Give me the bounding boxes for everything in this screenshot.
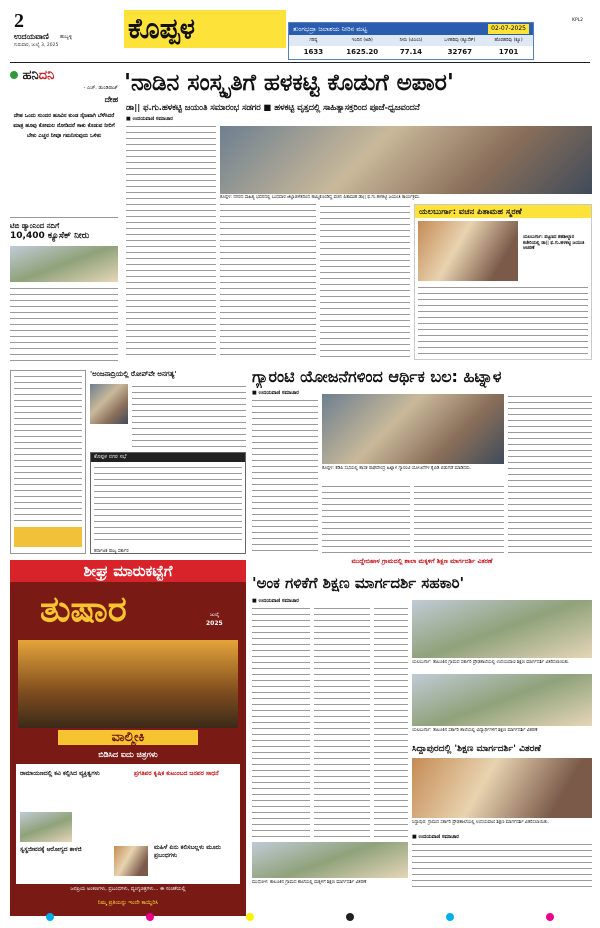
dam-header-4: ಹೊರಹರಿವು (ಕ್ಯೂ) <box>494 38 523 43</box>
page-code: KPL2 <box>572 18 584 23</box>
small-ad <box>14 527 82 547</box>
masthead-rule <box>10 62 590 63</box>
yalburga-body <box>418 285 588 355</box>
brand-b: ದನಿ <box>38 68 55 83</box>
notice-panel <box>10 370 86 554</box>
tushara-ad <box>10 560 246 916</box>
cover-illustration <box>18 640 238 728</box>
siddapur-photo <box>412 758 592 818</box>
school-photo-3 <box>252 842 408 878</box>
school-photo-2 <box>412 674 592 726</box>
ad-item-2: ಸ್ವಸ್ಥಜೀವನಕ್ಕೆ ಆರೋಗ್ಯದ ಕಾಳಜಿ <box>20 846 82 853</box>
guarantee-caption: ಕೊಪ್ಪಳ: ಕೆಡಿಪಿ ಸಭೆಯಲ್ಲಿ ಶಾಸಕ ರಾಘವೇಂದ್ರ ಹಿಟ್ನಾಳ ಗ್ಯಾರಂಟಿ ಯೋಜನೆಗಳ ಕೈಪಿಡಿ ಬಿಡುಗಡೆ ಮಾಡಿದರು. <box>322 466 472 471</box>
notice-story-title: 'ಅಂಜನಾದ್ರಿಯಲ್ಲಿ ರೋಪ್‌ವೇ ಅನಗತ್ಯ' <box>90 370 177 378</box>
lead-photo-caption: ಕೊಪ್ಪಳ: ನಗರದ ಸಾಹಿತ್ಯ ಭವನದಲ್ಲಿ ಬುಧವಾರ ಜಿಲ್ಲಾಡಳಿತದಿಂದ ಹಮ್ಮಿಕೊಂಡಿದ್ದ ವಚನ ಪಿತಾಮಹ ಡಾ|| ಫ.ಗು.ಹಳಕಟ್ಟಿ ಜಯಂತಿ ಕಾರ್ಯಕ್ರಮ. <box>220 195 421 200</box>
guarantee-body-col1 <box>252 398 318 554</box>
dam-value-4: 1701 <box>498 48 519 56</box>
school-body-col1 <box>252 606 310 856</box>
leaf-icon <box>10 71 18 79</box>
yalburga-side-caption: ಯಲಬುರ್ಗಾ: ಪಟ್ಟಣದ ತಹಶೀಲ್ದಾರ ಕಚೇರಿಯಲ್ಲಿ ಡಾ|| ಫ.ಗು.ಹಳಕಟ್ಟಿ ಜಯಂತಿ ಆಚರಣೆ <box>523 235 585 252</box>
edition-tag: ಹುಬ್ಬಳ್ಳಿ <box>60 34 73 40</box>
registration-dot-icon <box>346 913 354 921</box>
siddapur-body <box>412 842 592 892</box>
dam-headline-a: ಟಿಬಿ ಡ್ಯಾಂನಿಂದ ನದಿಗೆ <box>10 222 60 230</box>
dam-values <box>289 46 533 59</box>
dateline: ಗುರುವಾರ, ಜುಲೈ 3, 2025 <box>14 43 59 48</box>
school-caption-1: ಯಲಬುರ್ಗಾ: ತಾಲೂಕಿನ ಗ್ರಾಮದ ಸರ್ಕಾರಿ ಪ್ರೌಢಶಾಲೆಯಲ್ಲಿ ಉದಯವಾಣಿ ಶಿಕ್ಷಣ ಮಾರ್ಗದರ್ಶಿ ವಿತರಿಸಲಾಯಿತು. <box>412 660 570 665</box>
ad-thumb-2 <box>114 846 148 876</box>
hani-dani-box <box>10 68 118 218</box>
section-title: ಕೊಪ್ಪಳ <box>124 10 286 48</box>
print-registration-bar <box>0 912 600 922</box>
lead-byline: ■ ಉದಯವಾಣಿ ಸಮಾಚಾರ <box>126 116 173 122</box>
yalburga-headline: ಯಲಬುರ್ಗಾ: ವಚನ ಪಿತಾಮಹ ಸ್ಮರಣೆ <box>415 205 591 218</box>
dam-header-2: ನೀರು (ಟಿಎಂಸಿ) <box>399 38 423 43</box>
siddapur-caption: ಸಿದ್ದಾಪುರ: ಗ್ರಾಮದ ಸರ್ಕಾರಿ ಪ್ರೌಢಶಾಲೆಯಲ್ಲಿ ಉದಯವಾಣಿ ಶಿಕ್ಷಣ ಮಾರ್ಗದರ್ಶಿ ವಿತರಿಸಲಾಯಿತು. <box>412 820 550 825</box>
notice-story-body <box>132 384 246 448</box>
dam-value-2: 77.14 <box>399 48 423 56</box>
tender-ad-body <box>94 465 242 545</box>
column-title: ದೇಹ <box>104 95 118 104</box>
siddapur-headline: ಸಿದ್ದಾಪುರದಲ್ಲಿ 'ಶಿಕ್ಷಣ ಮಾರ್ಗದರ್ಶಿ' ವಿತರಣೆ <box>412 744 541 754</box>
lead-body-col1 <box>126 124 216 360</box>
school-body-col3 <box>374 606 408 838</box>
ad-item-3: ಮಹಿಳೆ ಏನು ಕಲಿಸಬಲ್ಲಳು ಮೂರು ಪ್ರಬಂಧಗಳು <box>154 844 221 859</box>
notice-portrait <box>90 384 128 424</box>
ad-items-panel <box>16 764 240 884</box>
dam-photo <box>10 246 118 282</box>
ad-banner-text: ಶೀಘ್ರ ಮಾರುಕಟ್ಟೆಗೆ <box>10 560 246 582</box>
siddapur-byline: ■ ಉದಯವಾಣಿ ಸಮಾಚಾರ <box>412 834 459 840</box>
school-headline: 'ಅಂಕ ಗಳಿಕೆಗೆ ಶಿಕ್ಷಣ ಮಾರ್ಗದರ್ಶಿ ಸಹಕಾರಿ' <box>252 574 465 592</box>
school-kicker: ಮುದ್ದೇಬಿಹಾಳ ಗ್ರಾಮದಲ್ಲಿ ಶಾಲಾ ಮಕ್ಕಳಿಗೆ ಶಿಕ್ಷಣ ಮಾರ್ಗದರ್ಶಿ ವಿತರಣೆ <box>351 558 493 565</box>
school-byline: ■ ಉದಯವಾಣಿ ಸಮಾಚಾರ <box>252 598 299 604</box>
magazine-title: ತುಷಾರ <box>40 588 127 630</box>
dam-value-0: 1633 <box>303 48 324 56</box>
feature-title: ವಾಲ್ಮೀಕಿ <box>58 730 198 745</box>
ad-item-1: ಪ್ರಗತಿಪರ ಕೃಷಿಕ ಕುಟುಂಬದ ಜನಪರ ಸಾಧನೆ <box>134 770 219 777</box>
dam-header-1: ಇಂದಿನ (ಅಡಿ) <box>351 38 373 43</box>
dam-title: ತುಂಗಭದ್ರಾ ಜಲಾಶಯ ನೀರಿನ ಮಟ್ಟ <box>293 25 368 33</box>
registration-dot-icon <box>146 913 154 921</box>
school-body-col2 <box>314 606 370 838</box>
guarantee-body-col3 <box>414 484 504 554</box>
tender-ad <box>90 452 246 554</box>
column-poem: ದೇಹ ಒಂದು ಸುಂದರ ಹೂವಿನ ಕುಂಡ ನೈಜವಾಗಿ ಬೆಳೆಸಿದರೆ ಮಾತ್ರ ಹೂವು ಕೋಮಲ ನೋಡಿದರೆ ಸಾಕು ಕೊಡುವ ನೀರಿಗೆ ಬೇಕು ಎಚ್ಚರ ನೀವೂ ಗಮನಿಸುವುದು ಒಳಿತು <box>13 113 115 139</box>
dam-value-1: 1625.20 <box>346 48 379 56</box>
column-author: - ಎಚ್. ಡುಂಡಿರಾಜ್ <box>83 85 118 91</box>
guarantee-body-col2 <box>322 484 410 554</box>
dam-header-0: ಗರಿಷ್ಠ <box>309 38 318 43</box>
registration-dot-icon <box>546 913 554 921</box>
lead-subhead: ಡಾ|| ಫ.ಗು.ಹಳಕಟ್ಟಿ ಜಯಂತಿ ಸಮಾರಂಭ ಸಡಗರ ■ ಹಳಕಟ್ಟಿ ವೃತ್ತದಲ್ಲಿ ಸಾಹಿತ್ಯಾಸಕ್ತರಿಂದ ಪೂಜೆ-ಧ್ವಜವಂದನೆ <box>126 102 420 112</box>
issue-month: ಜುಲೈ <box>210 612 220 618</box>
lead-photo <box>220 126 592 194</box>
notice-list <box>14 374 82 524</box>
feature-sub: ಬಿಡಿಸಿದ ಐದು ಚಿತ್ರಗಳು <box>98 750 158 759</box>
guarantee-headline: ಗ್ಯಾರಂಟಿ ಯೋಜನೆಗಳಿಂದ ಆರ್ಥಿಕ ಬಲ: ಹಿಟ್ನಾಳ <box>252 367 502 386</box>
dam-story-body <box>10 286 118 366</box>
dam-value-3: 32767 <box>447 48 472 56</box>
registration-dot-icon <box>446 913 454 921</box>
tender-ad-footer: ಕರ್ನಾಟಕ ರಾಜ್ಯ ಸರ್ಕಾರ <box>94 549 129 554</box>
school-caption-3: ಮುಧೋಳ: ತಾಲೂಕಿನ ಗ್ರಾಮದ ಶಾಲೆಯಲ್ಲಿ ಮಕ್ಕಳಿಗೆ ಶಿಕ್ಷಣ ಮಾರ್ಗದರ್ಶಿ ವಿತರಣೆ <box>252 880 367 885</box>
dam-level-box <box>288 22 534 60</box>
paper-name: ಉದಯವಾಣಿ <box>14 32 49 41</box>
guarantee-photo <box>322 394 504 464</box>
ad-item-0: ರಾಮಾಯಣದಲ್ಲಿ ಕವಿ ಕಲ್ಪಿಸಿದ ವ್ಯಕ್ತಿತ್ವಗಳು <box>20 770 100 777</box>
brand-a: ಹನಿ <box>22 68 39 83</box>
ad-footer: ಜನಪ್ರಿಯ ಅಂಕಣಗಳು, ಪ್ರಬಂಧಗಳು, ವ್ಯಂಗ್ಯಚಿತ್ರಗಳು... ಈ ಸಂಚಿಕೆಯಲ್ಲಿ <box>70 886 186 892</box>
issue-year: 2025 <box>206 620 223 627</box>
guarantee-byline: ■ ಉದಯವಾಣಿ ಸಮಾಚಾರ <box>252 390 299 396</box>
school-photo-1 <box>412 600 592 658</box>
dam-headers <box>289 35 533 46</box>
yalburga-box <box>414 204 592 360</box>
dam-date: 02-07-2025 <box>488 24 529 34</box>
dam-header-3: ಒಳಹರಿವು (ಕ್ಯೂಸೆಕ್) <box>444 38 476 43</box>
dam-story-headline <box>10 222 118 241</box>
lead-body-col3 <box>320 204 410 360</box>
school-caption-2: ಯಲಬುರ್ಗಾ: ತಾಲೂಕಿನ ಸರ್ಕಾರಿ ಶಾಲೆಯಲ್ಲಿ ವಿದ್ಯಾರ್ಥಿಗಳಿಗೆ ಶಿಕ್ಷಣ ಮಾರ್ಗದರ್ಶಿ ವಿತರಣೆ <box>412 728 538 733</box>
dam-headline-b: 10,400 ಕ್ಯೂಸೆಕ್ ನೀರು <box>10 231 90 241</box>
guarantee-body-col4 <box>508 394 592 554</box>
registration-dot-icon <box>46 913 54 921</box>
yalburga-photo <box>418 221 518 281</box>
lead-body-col2 <box>220 202 316 360</box>
lead-headline: 'ನಾಡಿನ ಸಂಸ್ಕೃತಿಗೆ ಹಳಕಟ್ಟಿ ಕೊಡುಗೆ ಅಪಾರ' <box>124 70 454 96</box>
ad-thumb <box>20 812 72 842</box>
hani-dani-logo <box>10 68 118 83</box>
ad-footer-2: ನಿಮ್ಮ ಪ್ರತಿಯನ್ನು ಇಂದೇ ಕಾಯ್ದಿರಿಸಿ <box>97 900 159 906</box>
tender-ad-header: ಕೊಪ್ಪಳ ನಗರ ಸಭೆ <box>91 453 245 462</box>
dam-title-bar <box>289 23 533 35</box>
page-number: 2 <box>14 10 24 32</box>
registration-dot-icon <box>246 913 254 921</box>
